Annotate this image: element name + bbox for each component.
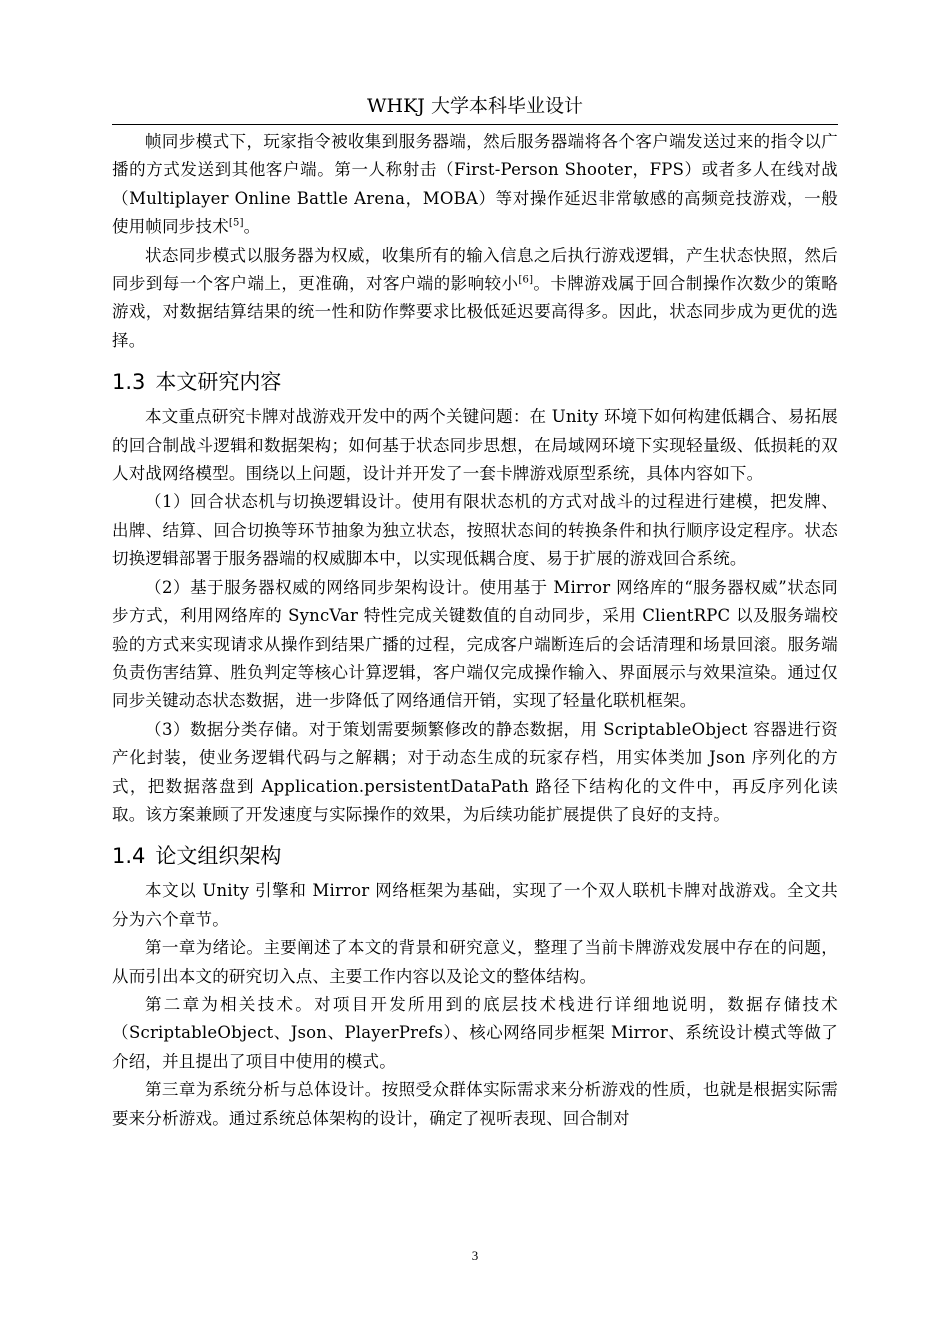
paragraph-frame-sync: 帧同步模式下，玩家指令被收集到服务器端，然后服务器端将各个客户端发送过来的指令以广播的方式发送到其他客户端。第一人称射击（First-Person Shooter，FPS）或者多人在线对战（Multiplayer Online Battle Arena，MOBA）等对操作延迟非常敏感的高频竞技游戏，一般使用帧同步技术[5]。 [112, 132, 838, 237]
page-body [112, 128, 838, 1133]
paragraph: 第三章为系统分析与总体设计。按照受众群体实际需求来分析游戏的性质，也就是根据实际需要来分析游戏。通过系统总体架构的设计，确定了视听表现、回合制对 [112, 1080, 838, 1128]
paragraph: 第一章为绪论。主要阐述了本文的背景和研究意义，整理了当前卡牌游戏发展中存在的问题，从而引出本文的研究切入点、主要工作内容以及论文的整体结构。 [112, 938, 838, 986]
paragraph: 本文重点研究卡牌对战游戏开发中的两个关键问题：在 Unity 环境下如何构建低耦合、易拓展的回合制战斗逻辑和数据架构；如何基于状态同步思想，在局域网环境下实现轻量级、低损耗的双人对战网络模型。围绕以上问题，设计并开发了一套卡牌游戏原型系统，具体内容如下。 [112, 407, 838, 484]
citation-ref: [5] [228, 217, 244, 229]
header-rule [112, 124, 838, 125]
section-number: 1.4 [112, 844, 146, 869]
paragraph: （2）基于服务器权威的网络同步架构设计。使用基于 Mirror 网络库的“服务器权威”状态同步方式，利用网络库的 SyncVar 特性完成关键数值的自动同步，采用 ClientRPC 以及服务端校验的方式来实现请求从操作到结果广播的过程，完成客户端断连后的会话清理和场景回滚。服务端负责伤害结算、胜负判定等核心计算逻辑，客户端仅完成操作输入、界面展示与效果渲染。通过仅同步关键动态状态数据，进一步降低了网络通信开销，实现了轻量化联机框架。 [112, 577, 838, 711]
paragraph: 第二章为相关技术。对项目开发所用到的底层技术栈进行详细地说明，数据存储技术（ScriptableObject、Json、PlayerPrefs）、核心网络同步框架 Mirror、系统设计模式等做了介绍，并且提出了项目中使用的模式。 [112, 994, 838, 1071]
paragraph-state-sync: 状态同步模式以服务器为权威，收集所有的输入信息之后执行游戏逻辑，产生状态快照，然后同步到每一个客户端上，更准确，对客户端的影响较小[6]。卡牌游戏属于回合制操作次数少的策略游戏，对数据结算结果的统一性和防作弊要求比极低延迟要高得多。因此，状态同步成为更优的选择。 [112, 245, 838, 350]
section-title: 本文研究内容 [155, 370, 282, 395]
page-number: 3 [471, 1248, 479, 1263]
section-number: 1.3 [112, 370, 146, 395]
paragraph: （3）数据分类存储。对于策划需要频繁修改的静态数据，用 ScriptableObject 容器进行资产化封装，使业务逻辑代码与之解耦；对于动态生成的玩家存档，用实体类加 Json 序列化的方式，把数据落盘到 Application.persistentDataPath 路径下结构化的文件中，再反序列化读取。该方案兼顾了开发速度与实际操作的效果，为后续功能扩展提供了良好的支持。 [112, 719, 838, 824]
section-heading-1-3 [112, 367, 838, 397]
paragraph: 本文以 Unity 引擎和 Mirror 网络框架为基础，实现了一个双人联机卡牌对战游戏。全文共分为六个章节。 [112, 881, 838, 929]
citation-ref: [6] [518, 274, 534, 286]
running-header: WHKJ 大学本科毕业设计 [367, 95, 583, 117]
paragraph: （1）回合状态机与切换逻辑设计。使用有限状态机的方式对战斗的过程进行建模，把发牌、出牌、结算、回合切换等环节抽象为独立状态，按照状态间的转换条件和执行顺序设定程序。状态切换逻辑部署于服务器端的权威脚本中，以实现低耦合度、易于扩展的游戏回合系统。 [112, 492, 838, 569]
section-heading-1-4 [112, 841, 838, 871]
section-title: 论文组织架构 [155, 844, 282, 869]
